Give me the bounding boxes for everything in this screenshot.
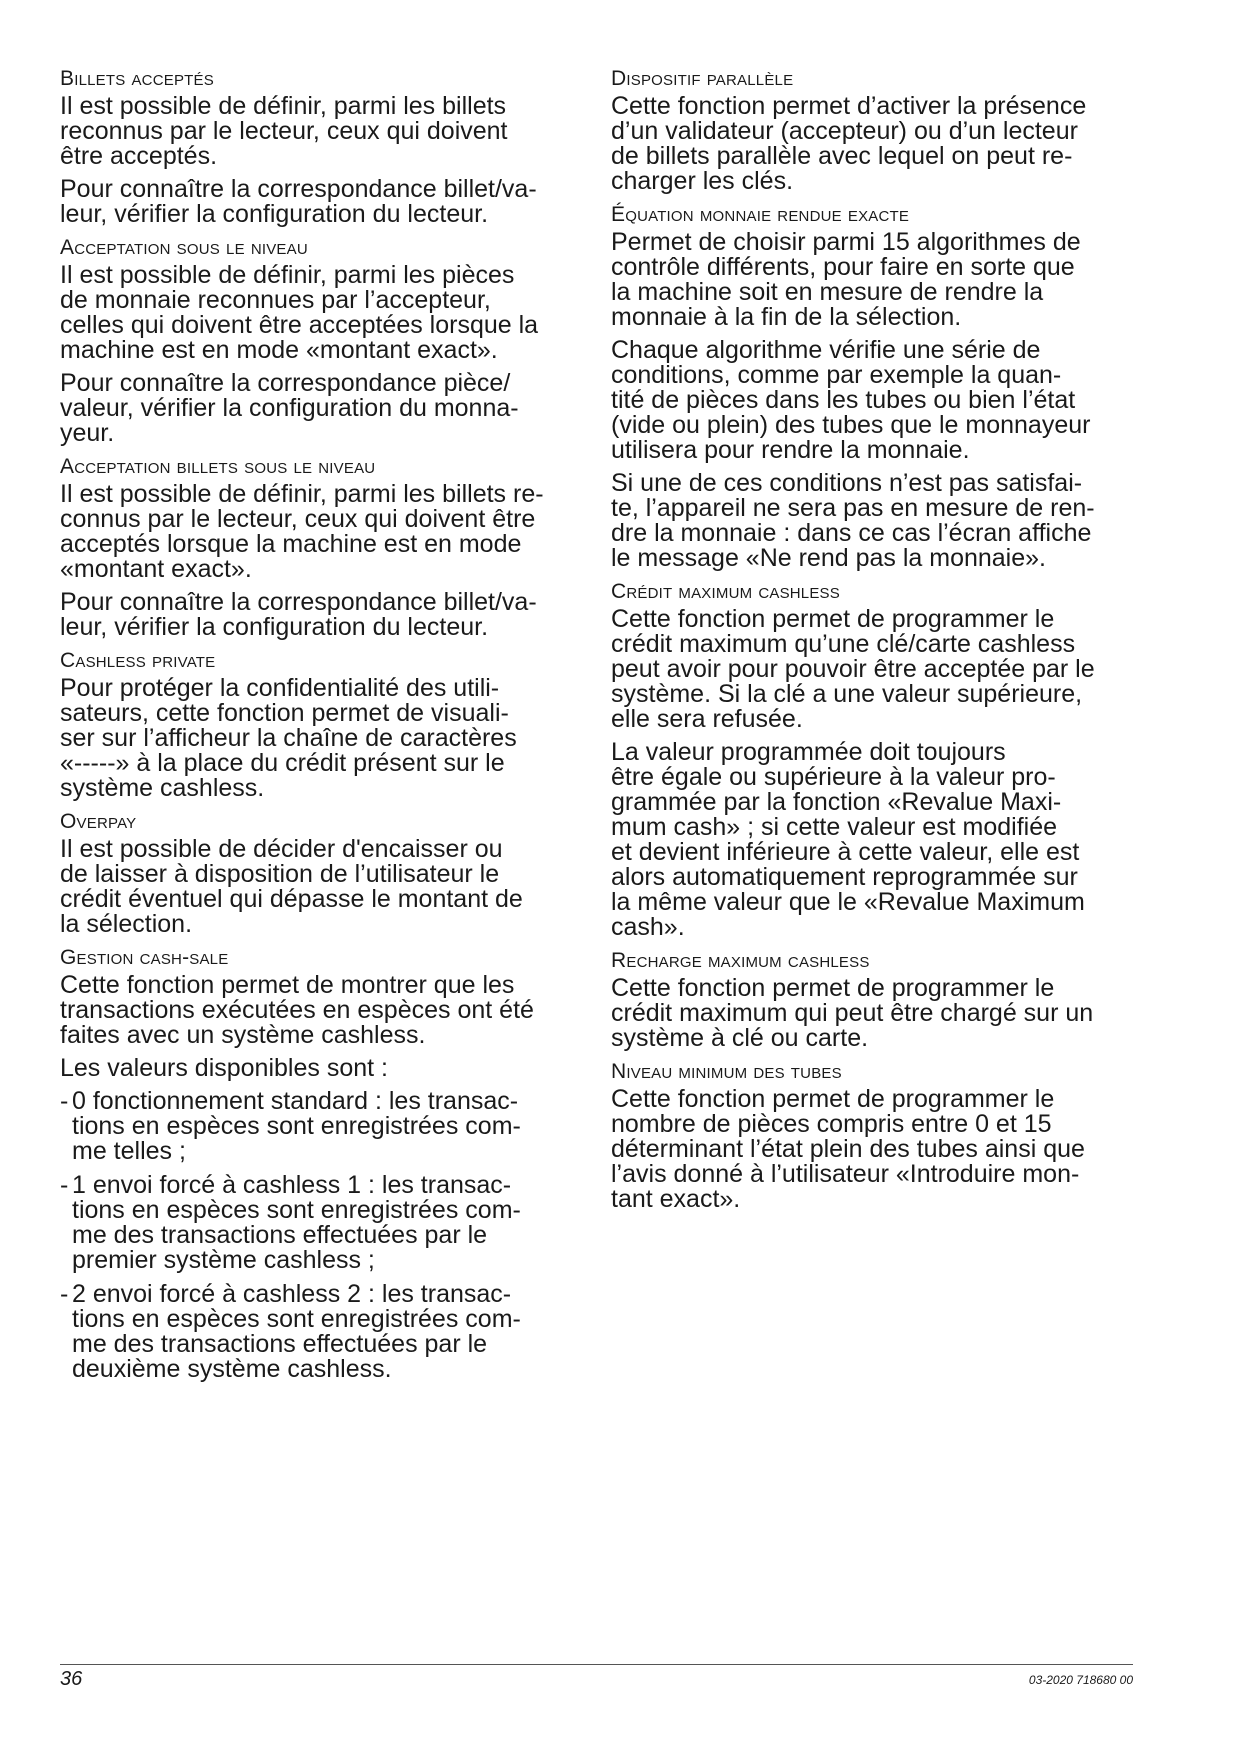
paragraph: Si une de ces conditions n’est pas satisfai- te, l’appareil ne sera pas en mesure de ren- dre la monnaie : dans ce cas l’écran affiche le message «Ne rend pas la monnaie». xyxy=(611,469,1095,572)
section-recharge-maximum-cashless xyxy=(611,948,1136,1051)
paragraph: Pour connaître la correspondance billet/va- leur, vérifier la configuration du lecteur. xyxy=(60,588,537,641)
bullet-dash: - xyxy=(60,1171,69,1199)
bullet-text: 1 envoi forcé à cashless 1 : les transac- tions en espèces sont enregistrées com- me des transactions effectuées par le premier système cashless ; xyxy=(72,1171,521,1274)
paragraph: Cette fonction permet de montrer que les transactions exécutées en espèces ont été faites avec un système cashless. xyxy=(60,971,534,1049)
bullet-text: 2 envoi forcé à cashless 2 : les transac- tions en espèces sont enregistrées com- me des transactions effectuées par le deuxième système cashless. xyxy=(72,1280,521,1383)
section-heading: Dispositif parallèle xyxy=(611,67,794,90)
section-acceptation-billets-sous-le-niveau xyxy=(60,454,580,640)
section-heading: Équation monnaie rendue exacte xyxy=(611,203,910,226)
paragraph: Pour protéger la confidentialité des utili- sateurs, cette fonction permet de visuali- ser sur l’afficheur la chaîne de caractères «-----» à la place du crédit présent sur le système cashless. xyxy=(60,674,517,802)
paragraph: La valeur programmée doit toujours être égale ou supérieure à la valeur pro- grammée par la fonction «Revalue Maxi- mum cash» ; si cette valeur est modifiée et devient inférieure à cette valeur, elle est alors automatiquement reprogrammée sur la même valeur que le «Revalue Maximum cash». xyxy=(611,738,1085,941)
section-cashless-private xyxy=(60,648,580,801)
footer-divider xyxy=(60,1664,1133,1665)
paragraph: Il est possible de définir, parmi les pièces de monnaie reconnues par l’accepteur, celles qui doivent être acceptées lorsque la machine est en mode «montant exact». xyxy=(60,261,539,364)
paragraph: Cette fonction permet de programmer le crédit maximum qui peut être chargé sur un système à clé ou carte. xyxy=(611,974,1094,1052)
bullet-item xyxy=(60,1089,580,1164)
bullet-list xyxy=(60,1089,580,1382)
section-heading: Acceptation billets sous le niveau xyxy=(60,455,376,478)
section-dispositif-parallele xyxy=(611,66,1136,194)
section-credit-maximum-cashless xyxy=(611,579,1136,940)
section-heading: Niveau minimum des tubes xyxy=(611,1060,842,1083)
right-column xyxy=(611,66,1136,1220)
section-heading: Acceptation sous le niveau xyxy=(60,236,308,259)
paragraph: Chaque algorithme vérifie une série de conditions, comme par exemple la quan- tité de pièces dans les tubes ou bien l’état (vide ou plein) des tubes que le monnayeur utilisera pour rendre la monnaie. xyxy=(611,336,1091,464)
section-heading: Crédit maximum cashless xyxy=(611,580,840,603)
bullet-item xyxy=(60,1282,580,1382)
paragraph: Il est possible de définir, parmi les billets reconnus par le lecteur, ceux qui doivent être acceptés. xyxy=(60,92,508,170)
paragraph: Pour connaître la correspondance pièce/ valeur, vérifier la configuration du monna- yeur. xyxy=(60,369,519,447)
section-overpay xyxy=(60,809,580,937)
section-heading: Recharge maximum cashless xyxy=(611,949,870,972)
document-reference: 03-2020 718680 00 xyxy=(1028,1673,1133,1687)
paragraph: Les valeurs disponibles sont : xyxy=(60,1054,388,1082)
paragraph: Il est possible de définir, parmi les billets re- connus par le lecteur, ceux qui doivent être acceptés lorsque la machine est en mode «montant exact». xyxy=(60,480,544,583)
left-column xyxy=(60,66,580,1391)
section-acceptation-sous-le-niveau xyxy=(60,235,580,446)
section-billets-acceptes xyxy=(60,66,580,227)
section-gestion-cash-sale xyxy=(60,945,580,1382)
section-heading: Overpay xyxy=(60,810,137,833)
paragraph: Permet de choisir parmi 15 algorithmes de contrôle différents, pour faire en sorte que la machine soit en mesure de rendre la monnaie à la fin de la sélection. xyxy=(611,228,1081,331)
paragraph: Cette fonction permet de programmer le nombre de pièces compris entre 0 et 15 déterminant l’état plein des tubes ainsi que l’avis donné à l’utilisateur «Introduire mon- tant exact». xyxy=(611,1085,1085,1213)
paragraph: Pour connaître la correspondance billet/va- leur, vérifier la configuration du lecteur. xyxy=(60,175,537,228)
section-equation-monnaie-rendue-exacte xyxy=(611,202,1136,571)
paragraph: Cette fonction permet de programmer le crédit maximum qu’une clé/carte cashless peut avoir pour pouvoir être acceptée par le système. Si la clé a une valeur supérieure, elle sera refusée. xyxy=(611,605,1095,733)
bullet-dash: - xyxy=(60,1087,69,1115)
section-heading: Billets acceptés xyxy=(60,67,214,90)
paragraph: Il est possible de décider d'encaisser ou de laisser à disposition de l’utilisateur le crédit éventuel qui dépasse le montant de la sélection. xyxy=(60,835,523,938)
section-heading: Cashless private xyxy=(60,649,216,672)
bullet-item xyxy=(60,1173,580,1273)
paragraph: Cette fonction permet d’activer la présence d’un validateur (accepteur) ou d’un lecteur de billets parallèle avec lequel on peut re- charger les clés. xyxy=(611,92,1087,195)
page-number: 36 xyxy=(60,1668,83,1690)
section-heading: Gestion cash-sale xyxy=(60,946,229,969)
bullet-text: 0 fonctionnement standard : les transac- tions en espèces sont enregistrées com- me telles ; xyxy=(72,1087,521,1165)
bullet-dash: - xyxy=(60,1280,69,1308)
section-niveau-minimum-des-tubes xyxy=(611,1059,1136,1212)
